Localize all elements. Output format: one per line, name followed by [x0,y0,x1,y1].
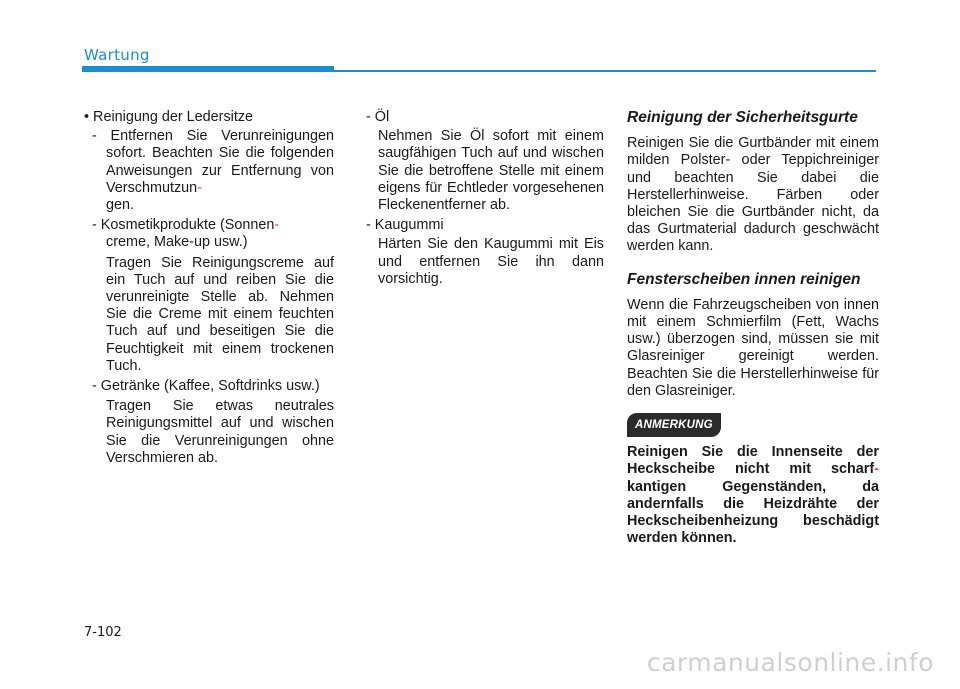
note-text-part: kantigen Gegenständen, da andernfalls die Heizdrähte der Heckscheibenheizung beschädigt werden können. [627,478,879,547]
dash-item [84,128,334,214]
dash-tail: creme, Make-up usw.) [106,234,248,251]
note-badge: ANMERKUNG [627,413,721,437]
dash-text: - Entfernen Sie Verunreinigungen sofort. Beachten Sie die folgenden Anweisungen zur Entfernung von Verschmutzun [92,128,334,196]
bullet-item: • Reinigung der Ledersitze [84,109,254,125]
dash-text: - Getränke (Kaffee, Softdrinks usw.) [92,378,320,395]
dash-body: Tragen Sie Reinigungscreme auf ein Tuch auf und reiben Sie die verunreinigte Stelle ab. Nehmen Sie die Creme mit einem feuchten Tuch auf und beseitigen Sie die Feuchtigkeit mit einem trockenen Tuch. [106,254,334,374]
soft-hyphen: - [274,217,280,234]
dash-tail: gen. [106,197,135,214]
dash-text: - Öl [366,109,390,125]
dash-body: Nehmen Sie Öl sofort mit einem saugfähigen Tuch auf und wischen Sie die betroffene Stelle mit einem eigens für Echtleder vorgesehenen Fleckenentferner ab. [378,128,604,214]
section-heading: Fensterscheiben innen reinigen [627,270,861,288]
soft-hyphen: - [197,179,202,196]
header-accent-bar [82,66,334,72]
section-heading: Reinigung der Sicherheitsgurte [627,109,858,126]
section-title: Wartung [84,46,150,64]
dash-item [366,217,604,234]
page-number: 7-102 [84,625,122,640]
dash-body: Tragen Sie etwas neutrales Reinigungsmittel auf und wischen Sie die Verunreinigungen ohne Verschmieren ab. [106,398,334,466]
section-body: Reinigen Sie die Gurtbänder mit einem milden Polster- oder Teppichreiniger und beachten Sie dabei die Herstellerhinweise. Färben oder bleichen Sie die Gurtbänder nicht, da das Gurtmaterial dadurch geschwächt werden kann. [627,135,879,255]
bullet-label: Reinigung der Ledersitze [93,109,254,125]
dash-item [84,378,334,395]
dash-text: - Kaugummi [366,217,444,234]
dash-text: - Kosmetikprodukte (Sonnen [92,217,275,234]
dash-body: Härten Sie den Kaugummi mit Eis und entfernen Sie ihn dann vorsichtig. [378,236,604,287]
section-body: Wenn die Fahrzeugscheiben von innen mit einem Schmierfilm (Fett, Wachs usw.) überzogen sind, müssen sie mit Glasreiniger gereinigt werden. Beachten Sie die Herstellerhinweise für den Glasreiniger. [627,296,879,399]
watermark: carmanualsonline.info [646,648,934,677]
dash-item [366,109,604,126]
column-middle [366,109,604,291]
note-text [627,444,879,547]
note-text-part: Reinigen Sie die Innenseite der Heckscheibe nicht mit scharf [627,444,879,478]
column-left [84,109,334,470]
column-right [627,109,879,547]
header-rule [334,70,876,72]
soft-hyphen: - [874,461,879,478]
dash-item [84,217,334,251]
